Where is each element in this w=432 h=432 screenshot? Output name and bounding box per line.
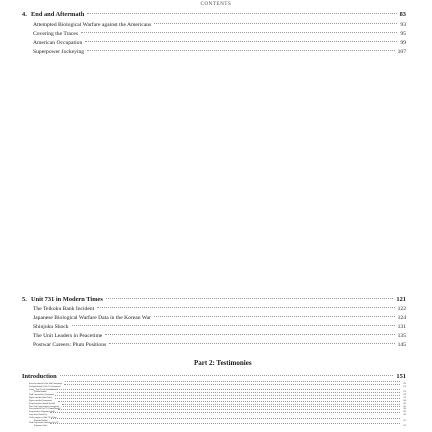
testimony-title: Youth Corps member (Anonymous) <box>29 394 54 397</box>
dot-leader <box>55 395 400 396</box>
toc-section[interactable] <box>33 22 406 28</box>
dot-leader <box>106 298 394 299</box>
page-number: 121 <box>396 296 406 303</box>
section-title: Covering the Traces <box>33 31 79 37</box>
page-number: 215 <box>403 419 406 422</box>
page-number: 122 <box>397 306 406 312</box>
section-title: Postwar Careers: Plum Positions <box>33 342 107 348</box>
toc-section[interactable] <box>33 333 406 339</box>
testimony-title: (Ishihashi Naokata) <box>34 419 48 422</box>
testimony-title: Virologist attached to Unit 731 (Anonymous) <box>29 385 61 388</box>
dot-leader <box>55 398 401 399</box>
dot-leader <box>85 41 397 42</box>
chapter-title: Introduction <box>22 373 57 380</box>
page-number: 83 <box>399 11 406 18</box>
chapter-number: 4. <box>22 11 27 18</box>
page-number: 154 <box>403 383 406 385</box>
toc-testimony-line[interactable] <box>34 420 406 422</box>
page-number: 107 <box>397 49 406 55</box>
page-number: 169 <box>403 394 406 397</box>
page-number: 202 <box>403 411 406 414</box>
testimony-title: Researcher attached to Unit 1644 (Anonymous) <box>29 383 63 385</box>
page-number: 200 <box>403 408 406 411</box>
dot-leader <box>81 32 397 33</box>
chapter-number: 5. <box>22 296 27 303</box>
dot-leader <box>87 50 395 51</box>
dot-leader <box>65 381 400 382</box>
dot-leader <box>64 384 401 385</box>
toc-testimony-line[interactable] <box>29 414 406 416</box>
dot-leader <box>60 375 394 376</box>
toc-section[interactable] <box>33 49 406 55</box>
dot-leader <box>57 392 400 393</box>
page-number: 165 <box>403 391 406 394</box>
dot-leader <box>87 13 396 14</box>
page-number: 206 <box>403 413 406 416</box>
dot-leader <box>50 389 401 390</box>
dot-leader <box>154 23 397 24</box>
page-number: 135 <box>397 333 406 339</box>
section-title: Shinjuku Shock <box>33 324 69 330</box>
toc-chapter-5[interactable] <box>22 296 406 303</box>
page-number: 95 <box>400 31 406 37</box>
dot-leader <box>62 404 400 405</box>
testimony-title: (Nishino Rumiko) <box>34 391 47 394</box>
testimony-title: Youth Corps member attached to Unit 731 <box>29 422 59 425</box>
dot-leader <box>58 409 401 410</box>
dot-leader <box>50 412 400 413</box>
dot-leader <box>63 406 400 407</box>
dot-leader <box>154 316 395 317</box>
dot-leader <box>50 423 400 424</box>
testimony-title: Nurse attached to Unit 731 (Akama Masako) <box>29 408 61 411</box>
page-number: 99 <box>400 40 406 46</box>
page-number: 151 <box>396 373 406 380</box>
testimony-title: Civilian employee of Unit 731 in Tokyo <box>29 416 57 419</box>
page-number: 219 <box>403 425 406 428</box>
testimony-title: Three Youth Corps members (Anonymous) <box>29 405 60 408</box>
section-title: Attempted Biological Warfare against the Americans <box>33 22 152 28</box>
dot-leader <box>109 343 394 344</box>
page-number: 176 <box>403 397 406 400</box>
dot-leader <box>72 325 395 326</box>
page-number: 131 <box>397 324 406 330</box>
toc-introduction[interactable] <box>22 373 406 380</box>
section-title: American Occupation <box>33 40 83 46</box>
toc-section[interactable] <box>33 40 406 46</box>
dot-leader <box>105 334 394 335</box>
testimony-title: Hygiene specialist (Wano Takeo) <box>29 397 52 400</box>
page-number: 180 <box>403 399 406 402</box>
page-number: 145 <box>397 342 406 348</box>
section-title: Superpower Jockeying <box>33 49 85 55</box>
toc-section[interactable] <box>33 315 406 321</box>
toc-testimony-line[interactable] <box>34 425 406 427</box>
dot-leader <box>58 401 400 402</box>
testimony-title: Army doctor (Yuasa Ken) <box>29 413 47 416</box>
page-number: 185 <box>403 402 406 405</box>
testimony-title: Lecture, "Unit 731 and Comfort Women" <box>29 388 58 391</box>
chapter-title: End and Aftermath <box>31 11 85 18</box>
toc-testimony-line[interactable] <box>29 386 406 388</box>
dot-leader <box>51 418 401 419</box>
page-number: 156 <box>403 385 406 388</box>
testimony-title: Kenpeitai officer (Nagamura Setsuji) <box>29 411 55 414</box>
dot-leader <box>97 307 394 308</box>
page-number: 93 <box>400 22 406 28</box>
toc-section[interactable] <box>33 324 406 330</box>
toc-chapter-4[interactable] <box>22 11 406 18</box>
toc-section[interactable] <box>33 31 406 37</box>
testimony-title: Hygiene specialist (Anonymous) <box>29 399 52 402</box>
page-number: 191 <box>403 405 406 408</box>
toc-section[interactable] <box>33 306 406 312</box>
page-number: 124 <box>397 315 406 321</box>
section-title: The Teikoku Bank Incident <box>33 306 95 312</box>
toc-section[interactable] <box>33 342 406 348</box>
part-heading: Part 2: Testimonies <box>194 359 252 367</box>
section-title: The Unit Leaders in Peacetime <box>33 333 103 339</box>
section-title: Japanese Biological Warfare Data in the Korean War <box>33 315 152 321</box>
testimony-title: (Ogasawara Akira) <box>34 425 48 428</box>
running-header: CONTENTS <box>200 2 232 7</box>
chapter-title: Unit 731 in Modern Times <box>31 296 103 303</box>
testimony-title: Kenpeitai member (Iwasaki Ken'ichi) <box>29 402 56 405</box>
